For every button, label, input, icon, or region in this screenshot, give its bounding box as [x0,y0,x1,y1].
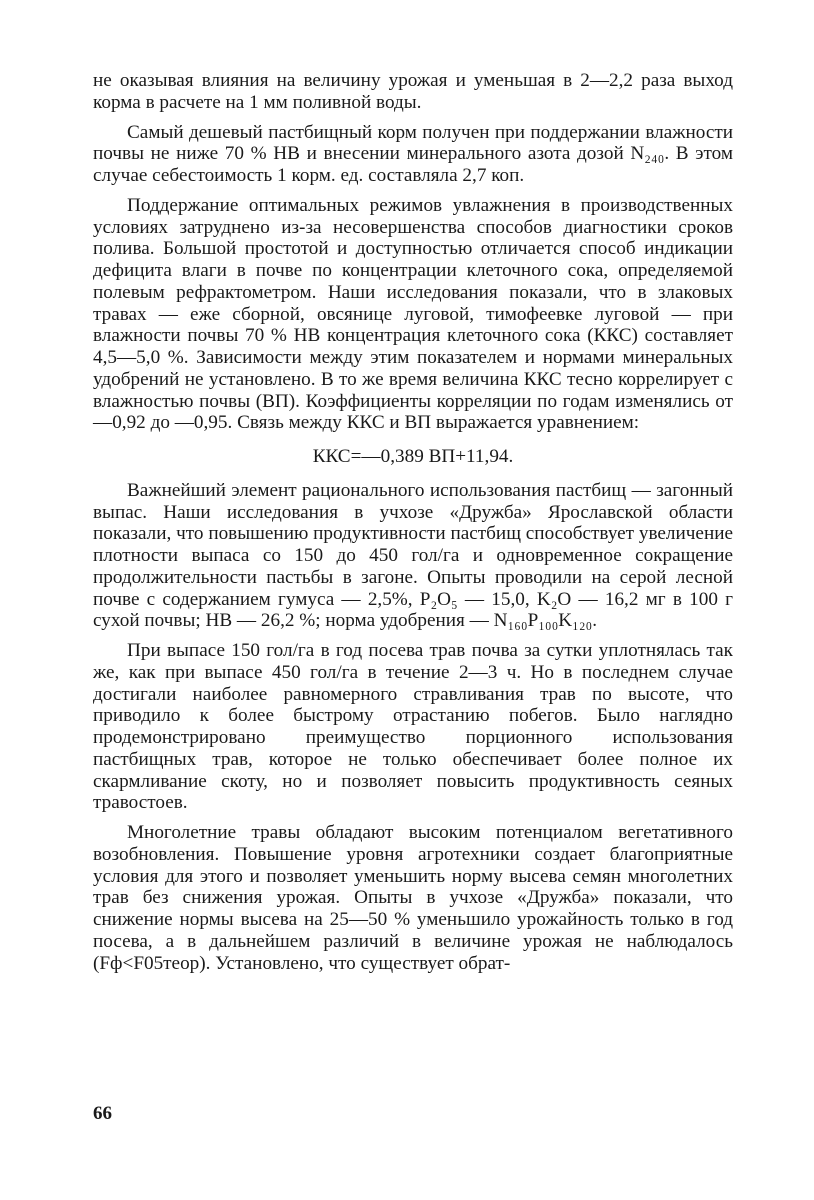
body-text [93,70,733,974]
formula: ККС=—0,389 ВП+11,94. [312,446,514,467]
paragraph-5: При выпасе 150 гол/га в год посева трав почва за сутки уплотнялась так же, как при выпасе 450 гол/га в течение 2—3 ч. Но в последнем случае достигали наиболее равномерного стравливания трав по высоте, что приводило к более быстрому отрастанию побегов. Было наглядно продемонстрировано преимущество порционного использования пастбищных трав, которое не только обеспечивает более полное их скармливание скоту, но и позволяет повысить продуктивность сеяных травостоев. [93,640,733,814]
paragraph-3: Поддержание оптимальных режимов увлажнения в производственных условиях затруднено из-за несовершенства способов диагностики сроков полива. Большой простотой и доступностью отличается способ индикации дефицита влаги в почве по концентрации клеточного сока, определяемой полевым рефрактометром. Наши исследования показали, что в злаковых травах — еже сборной, овсянице луговой, тимофеевке луговой — при влажности почвы 70 % НВ концентрация клеточного сока (ККС) составляет 4,5—5,0 %. Зависимости между этим показателем и нормами минеральных удобрений не установлено. В то же время величина ККС тесно коррелирует с влажностью почвы (ВП). Коэффициенты корреляции по годам изменялись от —0,92 до —0,95. Связь между ККС и ВП выражается уравнением: [93,194,733,434]
paragraph-1: не оказывая влияния на величину урожая и уменьшая в 2—2,2 раза выход корма в расчете на 1 мм поливной воды. [93,70,733,113]
paragraph-4: Важнейший элемент рационального использования пастбищ — загонный выпас. Наши исследования в учхозе «Дружба» Ярославской области показали, что повышению продуктивности пастбищ способствует увеличение плотности выпаса со 150 до 450 гол/га и одновременное сокращение продолжительности пастьбы в загоне. Опыты проводили на серой лесной почве с содержанием гумуса — 2,5%, P₂O₅ — 15,0, K₂O — 16,2 мг в 100 г сухой почвы; НВ — 26,2 %; норма удобрения — N₁₆₀P₁₀₀K₁₂₀. [93,479,733,632]
paragraph-2: Самый дешевый пастбищный корм получен при поддержании влажности почвы не ниже 70 % НВ и внесении минерального азота дозой N₂₄₀. В этом случае себестоимость 1 корм. ед. составляла 2,7 коп. [93,121,733,186]
paragraph-6: Многолетние травы обладают высоким потенциалом вегетативного возобновления. Повышение уровня агротехники создает благоприятные условия для этого и позволяет уменьшить норму высева семян многолетних трав без снижения урожая. Опыты в учхозе «Дружба» показали, что снижение нормы высева на 25—50 % уменьшило урожайность только в год посева, а в дальнейшем различий в величине урожая не наблюдалось (Fф<F05теор). Установлено, что существует обрат- [93,822,733,974]
page-number: 66 [93,1103,112,1124]
